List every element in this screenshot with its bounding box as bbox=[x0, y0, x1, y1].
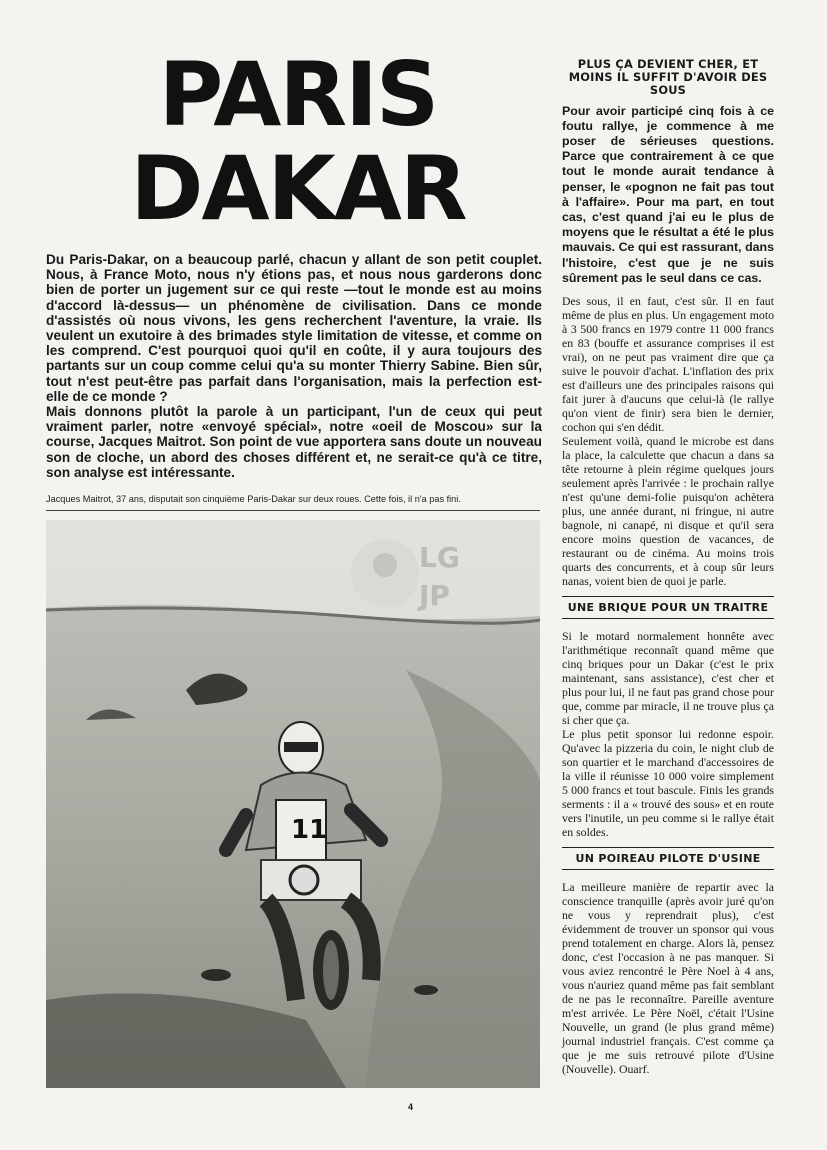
section-box-heading-1: UNE BRIQUE POUR UN TRAITRE bbox=[562, 596, 774, 619]
body-paragraph-4: Le plus petit sponsor lui redonne espoir. Qu'avec la pizzeria du coin, le night club de son quartier et le marchand d'accessoires de la ville il réunisse 10 000 voire simplement 5 000 francs et tout bascule. Finis les grands serments : il a « trouvé des sous» et en route vers l'inutile, un peu comme si le rallye était en soldes. bbox=[562, 727, 774, 840]
intro-paragraph-1: Du Paris-Dakar, on a beaucoup parlé, chacun y allant de son petit couplet. Nous, à France Moto, nous n'y étions pas, et nous nous garderons donc bien de porter un jugement sur ce qui reste —tout le monde est au moins d'accord là-dessus— un phénomène de civilisation. Dans ce monde d'assistés où nous vivons, les gens recherchent l'aventure, la vraie. Ils veulent un exutoire à des brimades style limitation de vitesse, et comme on les comprend. C'est pourquoi quoi qu'il en coûte, il y aura toujours des partants sur un coup comme celui qu'a su monter Thierry Sabine. Bien sûr, tout n'est peut-être pas parfait dans l'organisation, mais la perfection est-elle de ce monde ? bbox=[46, 252, 542, 404]
svg-text:LG: LG bbox=[419, 541, 460, 574]
caption-divider bbox=[46, 510, 540, 511]
photo-caption: Jacques Maitrot, 37 ans, disputait son cinquième Paris-Dakar sur deux roues. Cette fois, il n'a pas fini. bbox=[46, 494, 461, 504]
svg-text:JP: JP bbox=[419, 579, 450, 612]
body-paragraph-1: Des sous, il en faut, c'est sûr. Il en faut même de plus en plus. Un engagement moto à 3 500 francs en 1979 contre 11 000 francs en 83 (bouffe et assurance comprises il est vrai), on ne peut pas vraiment dire que ça suive le pouvoir d'achat. L'inflation des prix est d'ailleurs une des principales raisons qui fait jurer à d'aucuns que celui-là (le rallye qu'on vient de finir) sera bien le dernier, cochon qui s'en dédit. bbox=[562, 294, 774, 435]
watermark-stamp-icon bbox=[345, 525, 465, 620]
headline-line-1: PARIS bbox=[158, 43, 438, 146]
page-number: 4 bbox=[408, 1102, 414, 1112]
section-box-heading-2: UN POIREAU PILOTE D'USINE bbox=[562, 847, 774, 870]
body-paragraph-2: Seulement voilà, quand le microbe est dans la place, la calculette que chacun a dans sa tête retourne à plein régime quelques jours seulement après l'arrivée : le prochain rallye n'est qu'une demi-folie puisqu'on achètera plus, une année durant, ni fringue, ni autre bagnole, ni canapé, ni disque et qu'il sera encore moins question de vacances, de restaurant ou de cinéma. Au moins trois quarts des concurrents, et à coup sûr leurs nanas, voient bien de quoi je parle. bbox=[562, 434, 774, 589]
right-column bbox=[562, 58, 774, 1076]
photo-illustration bbox=[46, 520, 540, 1088]
body-paragraph-3: Si le motard normalement honnête avec l'arithmétique reconnaît quand même que cinq briques pour un Dakar (c'est le prix maintenant, sans assistance), c'est cher et plus pour lui, il ne faut pas grand chose pour que, comme par miracle, il ne trouve plus ça si cher que ça. bbox=[562, 629, 774, 728]
headline bbox=[118, 43, 478, 240]
svg-text:11: 11 bbox=[291, 815, 328, 845]
intro-paragraph-2: Mais donnons plutôt la parole à un participant, l'un de ceux qui peut vraiment parler, notre «envoyé spécial», notre «oeil de Moscou» sur la course, Jacques Maitrot. Son point de vue apportera sans doute un nouveau son de cloche, un abord des choses différent et, ne serait-ce qu'à ce titre, son analyse est intéressante. bbox=[46, 404, 542, 480]
section-heading: PLUS ÇA DEVIENT CHER, ET MOINS IL SUFFIT D'AVOIR DES SOUS bbox=[568, 57, 768, 98]
lead-paragraph: Pour avoir participé cinq fois à ce foutu rallye, je commence à me poser de sérieuses questions. Parce que contrairement à ce que tout le monde aurait tendance à penser, le «pognon ne fait pas tout à l'affaire». Pour ma part, en tout cas, c'est quand j'ai eu le plus de moyens que le résultat a été le plus mauvais. Ce qui est rassurant, dans l'histoire, c'est que je ne suis sûrement pas le seul dans ce cas. bbox=[562, 103, 774, 285]
intro-text bbox=[46, 252, 542, 480]
motorcycle-desert-photo bbox=[46, 520, 540, 1088]
body-paragraph-5: La meilleure manière de repartir avec la conscience tranquille (après avoir juré qu'on ne vous y reprendrait plus), c'est évidemment de trouver un sponsor qui vous prend totalement en charge. Alors là, pensez donc, c'est l'occasion à ne pas manquer. Si vous aviez rencontré le Père Noel à 4 ans, vous n'auriez quand même pas fait semblant de ne pas le reconnaître. Pareille aventure m'est arrivée. Le Père Noël, c'était l'Usine Nouvelle, un grand (le plus grand même) journal industriel français. C'est comme ça que je me suis retrouvé pilote d'Usine (Nouvelle). Ouarf. bbox=[562, 880, 774, 1077]
headline-line-2: DAKAR bbox=[130, 137, 466, 240]
